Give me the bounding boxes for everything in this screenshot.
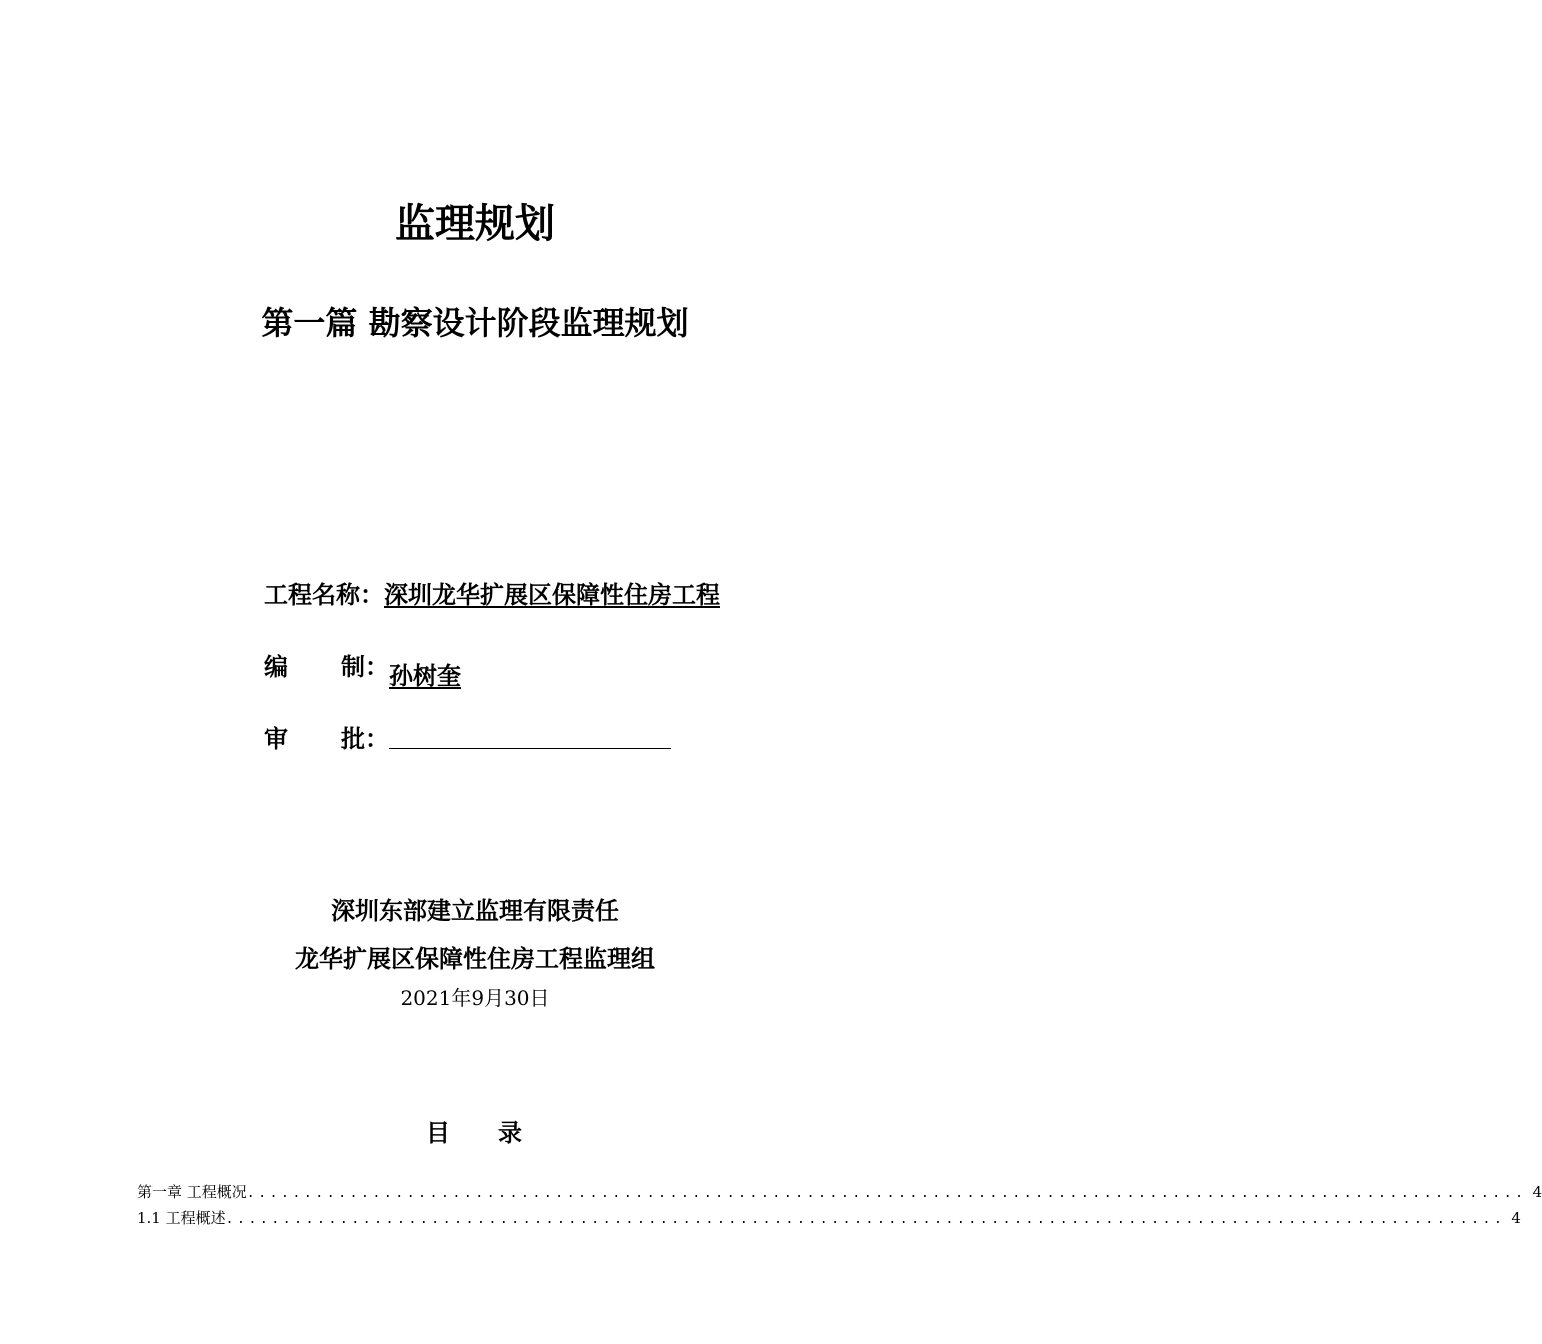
project-name-field: [264, 578, 720, 612]
approval-field: [264, 722, 671, 765]
toc-heading-a: 目: [426, 1119, 452, 1147]
toc-heading-b: 录: [498, 1119, 524, 1147]
toc-entry-page: 4: [1532, 1183, 1542, 1201]
toc-entry[interactable]: [137, 1207, 1521, 1229]
approval-signature-line: [389, 722, 671, 749]
toc-entry-page: 4: [1511, 1209, 1521, 1227]
toc-entry[interactable]: [137, 1181, 1542, 1203]
organization-name: 深圳东部建立监理有限责任: [331, 897, 619, 925]
toc-heading: [0, 1116, 950, 1150]
project-name-value: 深圳龙华扩展区保障性住房工程: [384, 581, 720, 609]
toc-entry-text: 第一章 工程概况: [137, 1183, 247, 1201]
supervision-group-name: 龙华扩展区保障性住房工程监理组: [295, 945, 655, 973]
approval-label-b: 批：: [341, 725, 389, 753]
approval-label-a: 审: [264, 725, 288, 753]
document-title: 监理规划: [395, 201, 555, 247]
document-subtitle: 第一篇 勘察设计阶段监理规划: [261, 304, 689, 342]
author-field: [264, 650, 461, 693]
project-name-label: 工程名称：: [264, 581, 384, 609]
author-value: 孙树奎: [389, 662, 461, 690]
author-label-a: 编: [264, 653, 288, 681]
document-date: 2021年9月30日: [400, 986, 550, 1010]
toc-entry-text: 1.1 工程概述: [137, 1209, 226, 1227]
toc-leader-dots: ................................................................................................................: [225, 1212, 1506, 1227]
author-label-b: 制：: [341, 653, 389, 681]
author-label: [264, 650, 389, 684]
toc-leader-dots: ................................................................................................................: [246, 1186, 1527, 1201]
approval-label: [264, 722, 389, 756]
